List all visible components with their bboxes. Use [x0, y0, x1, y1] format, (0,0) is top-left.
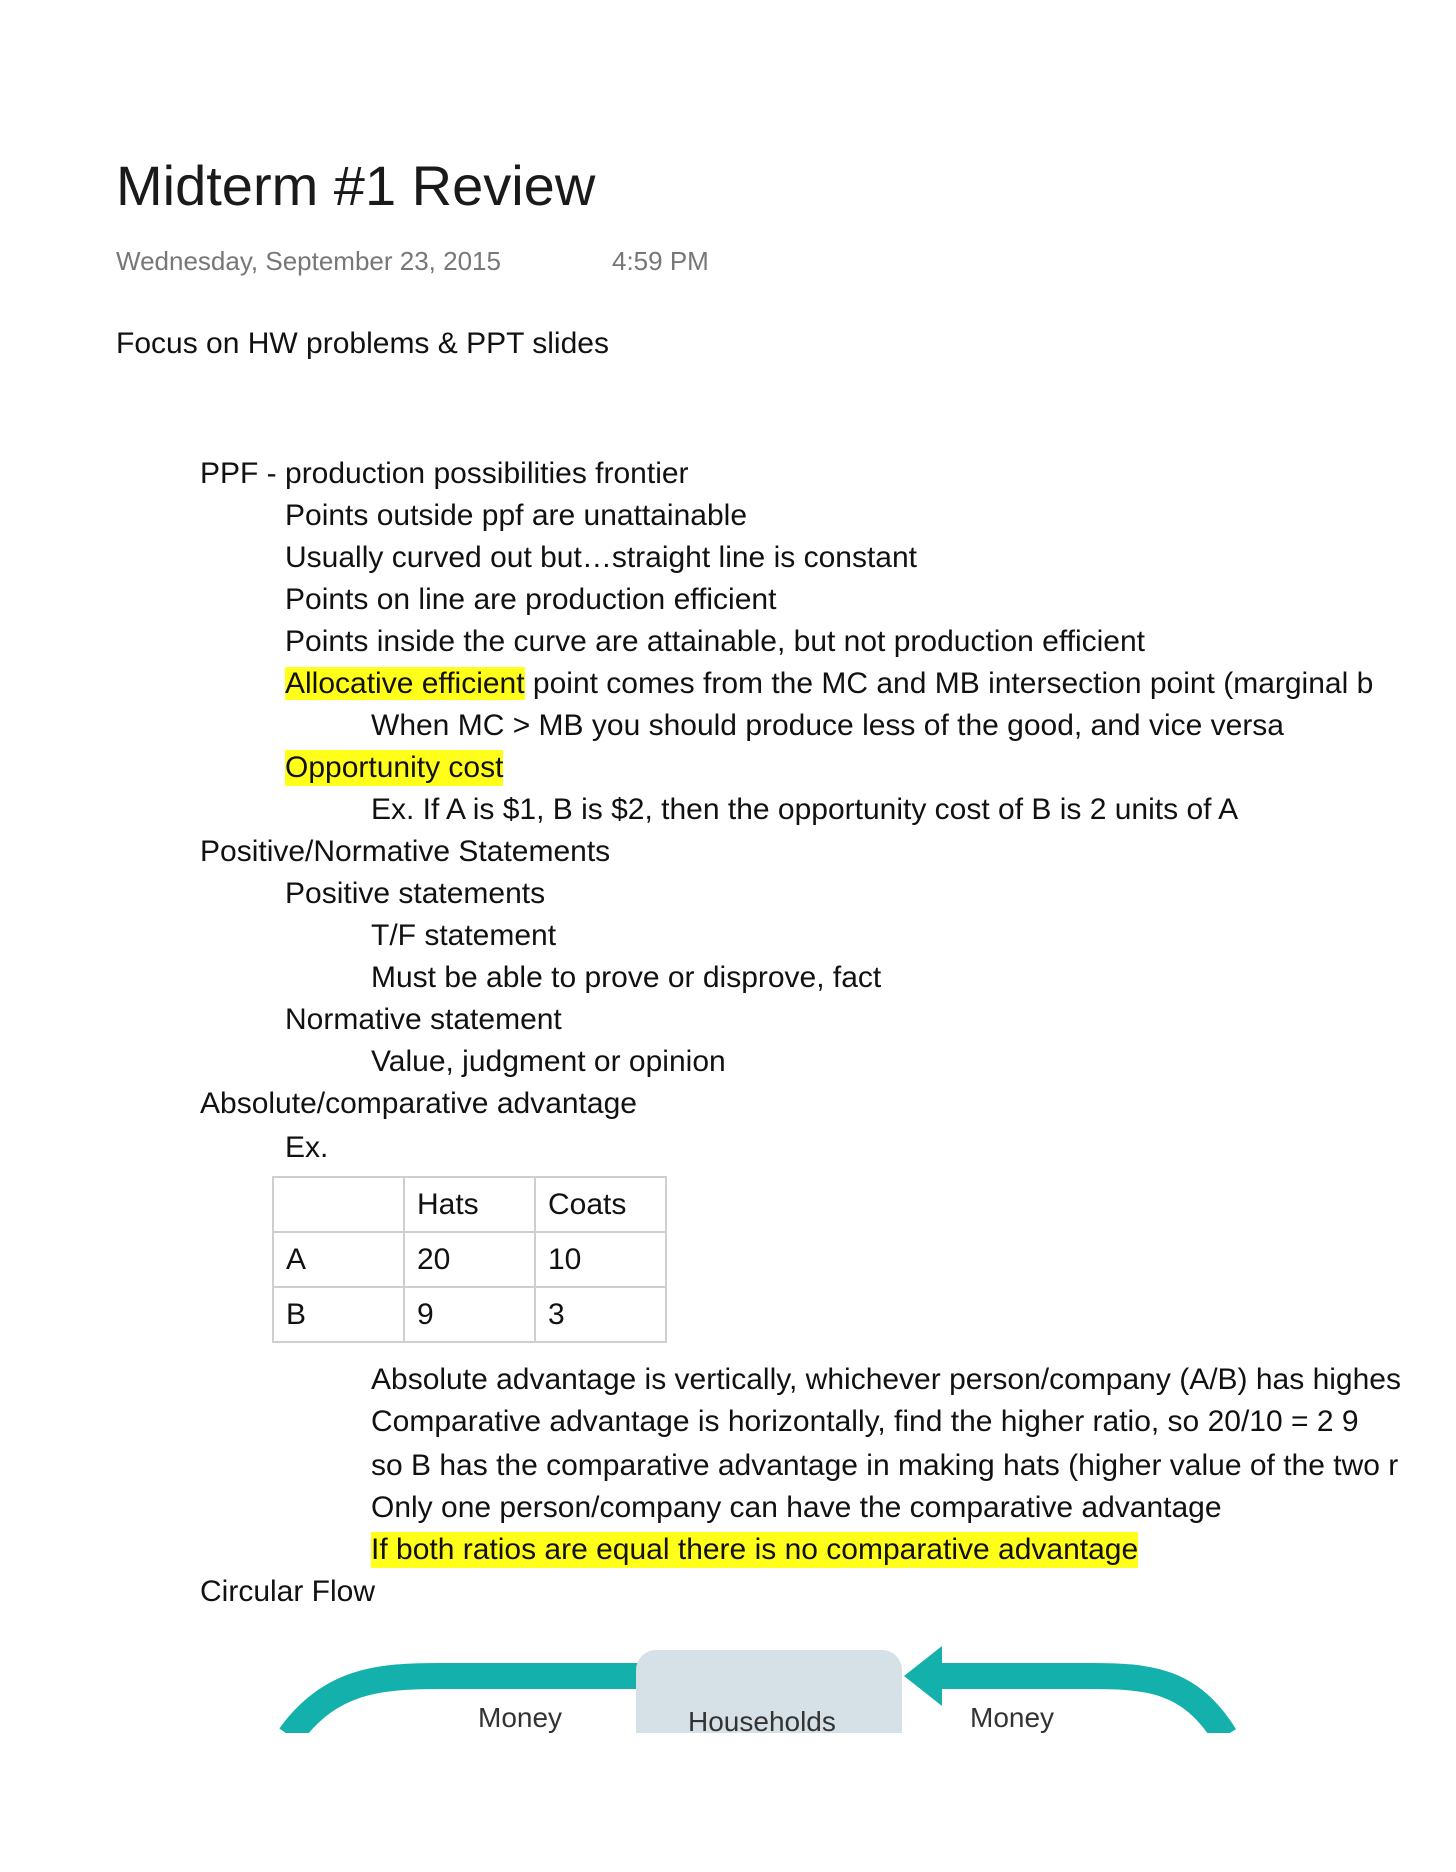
- page-title: Midterm #1 Review: [116, 154, 596, 217]
- outline-text: Comparative advantage is horizontally, find the higher ratio, so 20/10 = 2 9: [371, 1405, 1359, 1438]
- table-cell: A: [273, 1232, 404, 1287]
- page-time: 4:59 PM: [612, 246, 709, 276]
- circular-flow-diagram: [270, 1640, 1240, 1733]
- outline-text: When MC > MB you should produce less of the good, and vice versa: [371, 709, 1284, 742]
- outline-text: Absolute advantage is vertically, whichever person/company (A/B) has highes: [371, 1363, 1401, 1396]
- outline-text: Normative statement: [285, 1003, 562, 1036]
- outline-text: T/F statement: [371, 919, 557, 952]
- outline-text-rest: point comes from the MC and MB intersection point (marginal b: [524, 667, 1374, 700]
- outline-text: so B has the comparative advantage in making hats (higher value of the two r: [371, 1449, 1399, 1482]
- outline-text: Points outside ppf are unattainable: [285, 499, 747, 532]
- outline-text: Absolute/comparative advantage: [200, 1087, 637, 1120]
- table-cell: Hats: [404, 1177, 535, 1232]
- outline-text: Ex.: [285, 1131, 329, 1164]
- table-cell: 3: [535, 1287, 666, 1342]
- money-flow-arrow-left: [290, 1676, 640, 1733]
- diagram-label-money-right: Money: [970, 1702, 1055, 1733]
- table-cell: 9: [404, 1287, 535, 1342]
- outline-text: Positive statements: [285, 877, 546, 910]
- arrowhead-icon: [904, 1646, 942, 1706]
- highlighted-term: If both ratios are equal there is no comparative advantage: [371, 1533, 1139, 1566]
- highlighted-term: Opportunity cost: [285, 751, 504, 784]
- table-cell: 10: [535, 1232, 666, 1287]
- table-cell: Coats: [535, 1177, 666, 1232]
- table-row: [273, 1232, 666, 1287]
- outline-text: Ex. If A is $1, B is $2, then the opportunity cost of B is 2 units of A: [371, 793, 1239, 826]
- diagram-label-households: Households: [688, 1706, 836, 1733]
- table-row: [273, 1287, 666, 1342]
- table-cell: [273, 1177, 404, 1232]
- outline-text: PPF - production possibilities frontier: [200, 457, 689, 490]
- outline-text: Points inside the curve are attainable, but not production efficient: [285, 625, 1145, 658]
- outline-text: Only one person/company can have the comparative advantage: [371, 1491, 1222, 1524]
- highlighted-term: Allocative efficient: [285, 667, 525, 700]
- outline-text: Value, judgment or opinion: [371, 1045, 726, 1078]
- table-header-row: [273, 1177, 666, 1232]
- advantage-table: [272, 1176, 667, 1343]
- outline-text: [285, 666, 1373, 702]
- outline-text: Usually curved out but…straight line is constant: [285, 541, 917, 574]
- focus-note: Focus on HW problems & PPT slides: [116, 327, 609, 360]
- outline-text: Points on line are production efficient: [285, 583, 777, 616]
- outline-text: Positive/Normative Statements: [200, 835, 611, 868]
- diagram-label-money-left: Money: [478, 1702, 563, 1733]
- table-cell: 20: [404, 1232, 535, 1287]
- outline-text: Circular Flow: [200, 1575, 376, 1608]
- outline-text: Must be able to prove or disprove, fact: [371, 961, 882, 994]
- table-cell: B: [273, 1287, 404, 1342]
- page-date: Wednesday, September 23, 2015: [116, 246, 501, 276]
